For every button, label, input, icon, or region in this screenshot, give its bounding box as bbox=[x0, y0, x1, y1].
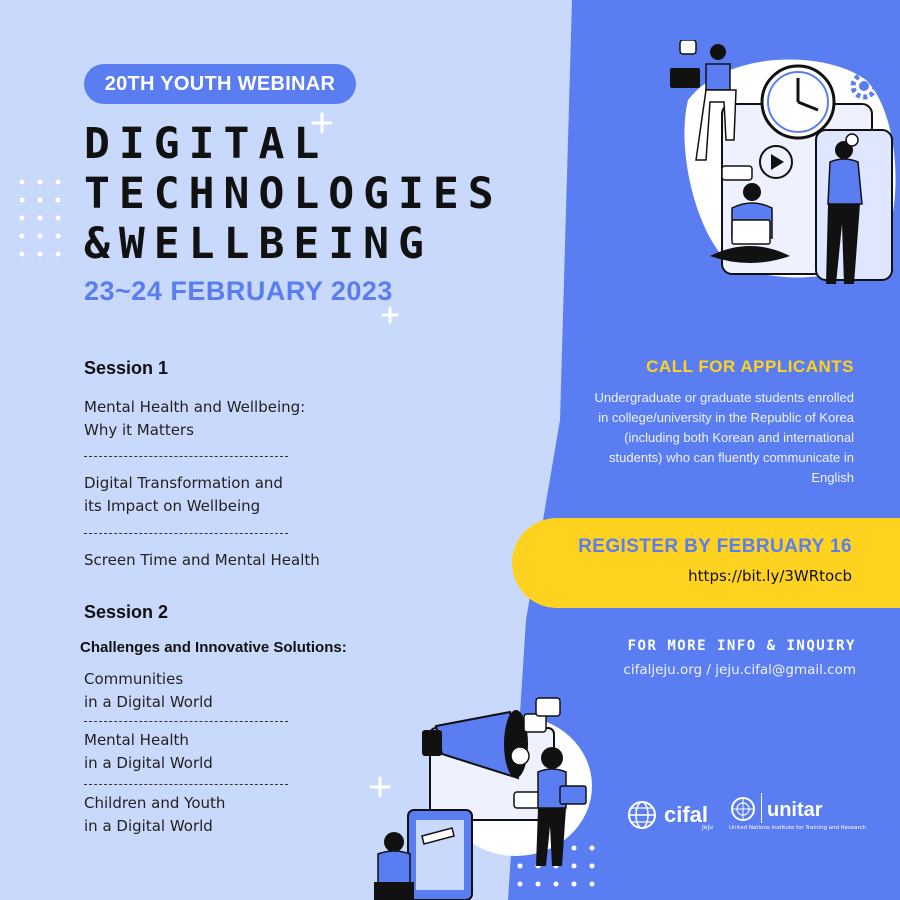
event-date: 23~24 FEBRUARY 2023 bbox=[84, 276, 393, 306]
title-line-1: DIGITAL bbox=[84, 119, 329, 169]
laptop-icon bbox=[670, 68, 700, 88]
title-line-3: &WELLBEING bbox=[84, 219, 433, 269]
globe-icon bbox=[626, 799, 658, 831]
divider bbox=[84, 533, 288, 534]
session-1-item: Mental Health and Wellbeing: Why it Matters bbox=[84, 398, 306, 439]
unitar-logo bbox=[727, 793, 867, 837]
title-line-2: TECHNOLOGIES bbox=[84, 169, 503, 219]
megaphone-people-illustration bbox=[366, 696, 600, 900]
session-2-item: Communities in a Digital World bbox=[84, 670, 213, 711]
cifal-logo-text: cifal bbox=[664, 802, 709, 827]
cifal-logo bbox=[626, 797, 713, 833]
divider bbox=[84, 721, 288, 722]
info-contacts[interactable]: cifaljeju.org / jeju.cifal@gmail.com bbox=[623, 662, 856, 678]
register-heading: REGISTER BY FEBRUARY 16 bbox=[578, 536, 852, 557]
session-2-heading: Session 2 bbox=[84, 602, 169, 622]
session-2-item: Children and Youth in a Digital World bbox=[84, 794, 226, 835]
people-with-clock-illustration bbox=[666, 40, 900, 290]
divider bbox=[84, 456, 288, 457]
laptop-icon bbox=[732, 220, 770, 244]
clock-icon bbox=[762, 66, 834, 138]
session-1-item: Digital Transformation and its Impact on Wellbeing bbox=[84, 474, 283, 515]
register-link[interactable]: https://bit.ly/3WRtocb bbox=[688, 567, 852, 585]
cifal-logo-subtext: Jeju bbox=[702, 824, 713, 831]
webinar-badge: 20TH YOUTH WEBINAR bbox=[84, 64, 356, 104]
laptop-icon bbox=[560, 786, 586, 804]
call-for-applicants-heading: CALL FOR APPLICANTS bbox=[646, 357, 854, 376]
register-banner bbox=[512, 518, 900, 608]
divider bbox=[84, 784, 288, 785]
session-2-item: Mental Health in a Digital World bbox=[84, 731, 213, 772]
call-for-applicants-text: Undergraduate or graduate students enrolled in college/university in the Republic of Korea (including both Korean and international students) who can fluently communicate in English bbox=[594, 390, 854, 485]
session-2-subheading: Challenges and Innovative Solutions: bbox=[80, 639, 347, 656]
session-1-item: Screen Time and Mental Health bbox=[84, 551, 320, 569]
unitar-logo-text: unitar bbox=[767, 799, 823, 821]
un-emblem-icon bbox=[729, 795, 757, 823]
session-1-heading: Session 1 bbox=[84, 358, 169, 378]
unitar-logo-subtext: United Nations Institute for Training and Research bbox=[729, 825, 867, 831]
info-heading: FOR MORE INFO & INQUIRY bbox=[627, 638, 856, 654]
